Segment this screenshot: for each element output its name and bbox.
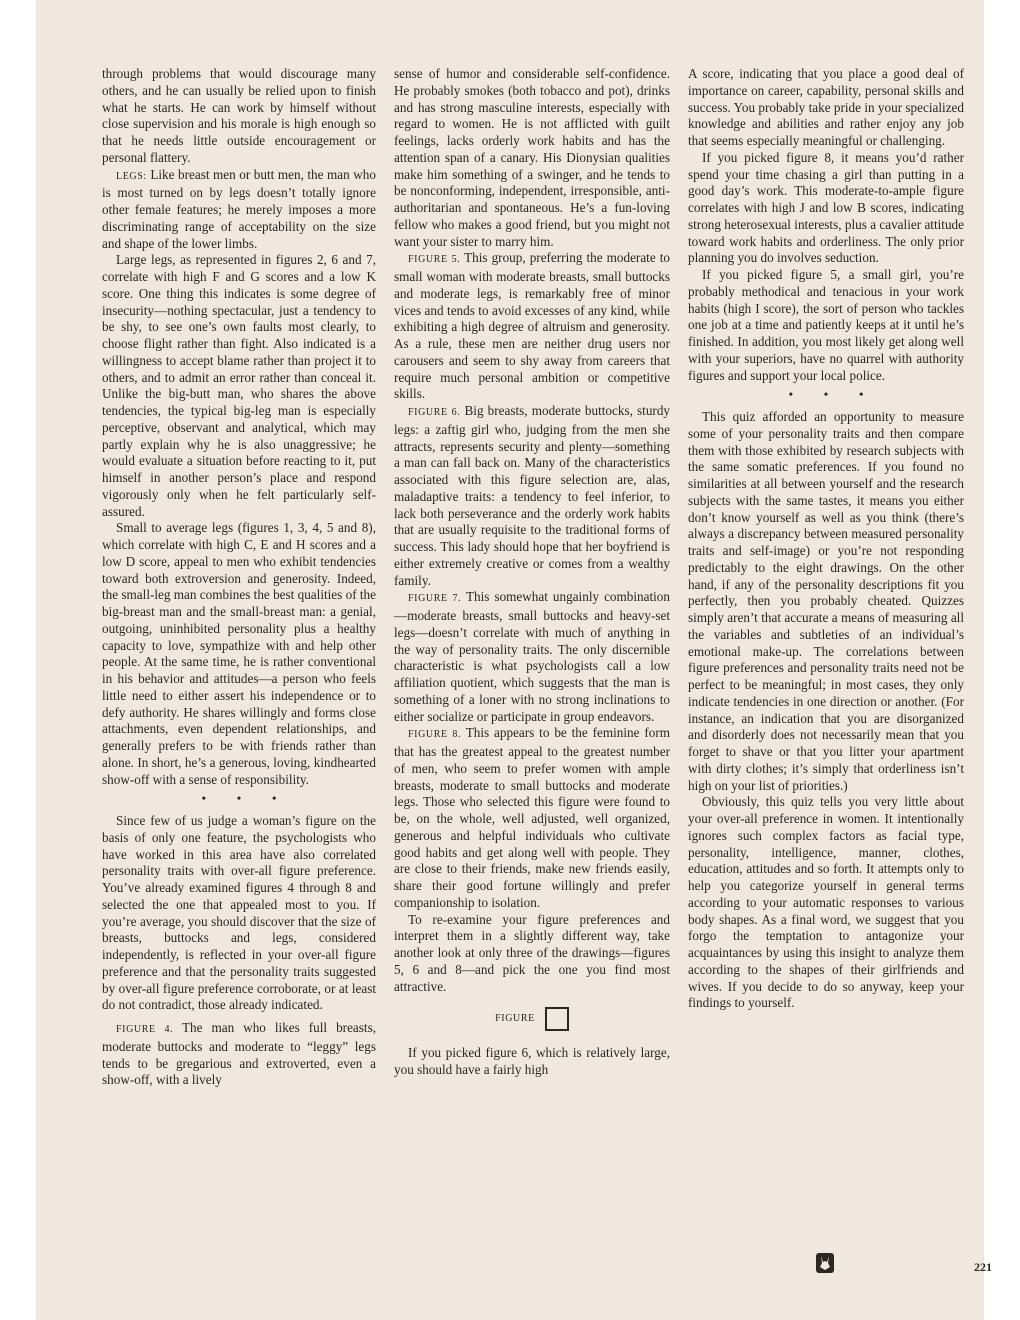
paragraph-text: If you picked figure 8, it means you’d rather spend your time chasing a girl than putting in a good day’s work. This moderate-to-ample figure correlates with high J and low B scores, indicating strong heterosexual interests, plus a cavalier attitude toward work habits and orderliness. The only prior planning you do involves seduction. [688, 149, 964, 266]
article-paragraph [102, 1020, 376, 1089]
article-paragraph [688, 267, 964, 384]
section-divider: • • • [788, 387, 878, 402]
paragraph-lead-in: FIGURE 4. [116, 1024, 174, 1035]
paragraph-lead-in: FIGURE 8. [408, 729, 462, 741]
paragraph-lead-in: FIGURE 5. [408, 254, 461, 266]
article-paragraph [394, 403, 670, 589]
article-paragraph [688, 150, 964, 267]
paragraph-text: The man who likes full breasts, moderate buttocks and moderate to “leggy” legs tends to be gregarious and extroverted, even a show-off, with a lively [102, 1020, 376, 1088]
paragraph-text: Like breast men or butt men, the man who is most turned on by legs doesn’t totally ignore other female features; he merely imposes a more discriminating range of acceptability on the size and shape of the lower limbs. [102, 166, 376, 251]
column-2 [394, 66, 670, 1079]
article-paragraph [394, 250, 670, 403]
paragraph-text: This somewhat ungainly combination—moderate breasts, small buttocks and heavy-set legs—doesn’t correlate with much of anything in the way of personality traits. The only discernible characteristic is what psychologists call a low affiliation quotient, which suggests that the man is something of a loner with no strong inclinations to either socialize or participate in group endeavors. [394, 589, 670, 724]
rabbit-head-logo-icon [816, 1253, 834, 1273]
article-paragraph [102, 813, 376, 1014]
paragraph-text: This group, preferring the moderate to small woman with moderate breasts, small buttocks and moderate legs, is remarkably free of minor vices and tends to avoid excesses of any kind, while exhibiting a high degree of altruism and generosity. As a rule, these men are neither drug users nor carousers and seem to shy away from careers that require much personal ambition or competitive skills. [394, 250, 671, 402]
paragraph-lead-in: FIGURE 6. [408, 407, 461, 418]
article-paragraph [688, 66, 964, 150]
paragraph-text: Large legs, as represented in figures 2, 6 and 7, correlate with high F and G scores and a low K score. One thing this indicates is some degree of insecurity—nothing spectacular, just a tendency to be shy, to see one’s own faults most clearly, to choose flight rather than fight. Also indicated is a willingness to accept blame rather than project it to others, and to admit an error rather than conceal it. Unlike the big-butt man, who shares the above tendencies, the typical big-leg man is especially perceptive, observant and analytical, which may partly explain why he is also unaggressive; he would evaluate a situation before reacting to it, put himself in another person’s place and respond vigorously only when he felt particularly self-assured. [102, 252, 376, 519]
article-paragraph [394, 66, 670, 250]
article-paragraph [688, 794, 964, 1012]
figure-label: FIGURE [495, 1012, 535, 1024]
article-paragraph [394, 589, 670, 725]
article-paragraph [102, 520, 376, 788]
paragraph-lead-in: LEGS: [116, 170, 147, 182]
article-paragraph [394, 912, 670, 996]
article-paragraph [688, 409, 964, 794]
paragraph-text: Big breasts, moderate buttocks, sturdy legs: a zaftig girl who, judging from the men she attracts, represents security and plenty—something a man can fall back on. Many of the characteristics associated with this figure selection are, alas, maladaptive traits: a tendency to feel inferior, to lack both perseverance and the orderly work habits that are usually requisite to the traditional forms of success. This lady should hope that her boyfriend is either extremely creative or comes from a wealthy family. [394, 403, 671, 588]
empty-answer-box [545, 1007, 569, 1031]
paragraph-lead-in: FIGURE 7. [408, 593, 462, 605]
article-paragraph [102, 66, 376, 167]
paragraph-text: Obviously, this quiz tells you very little about your over-all preference in women. It intentionally ignores such complex factors as facial type, personality, intelligence, manner, clothes, education, attitudes and so forth. It attempts only to help you categorize yourself in general terms according to your automatic responses to various body shapes. As a final word, we suggest that you forgo the temptation to antagonize your acquaintances by using this insight to analyze them according to the shapes of their girlfriends and wives. If you decide to do so anyway, keep your findings to yourself. [688, 794, 964, 1011]
article-paragraph [394, 725, 670, 911]
column-1 [102, 66, 376, 1089]
page-number: 221 [974, 1260, 992, 1274]
paragraph-text: This appears to be the feminine form that has the greatest appeal to the greatest number of men, who seem to prefer women with ample breasts, moderate to small buttocks and moderate legs. Those who selected this figure were found to be, on the whole, well adjusted, well organized, generous and helpful individuals who cultivate good habits and get along well with people. They are close to their friends, make new friends easily, share their good fortune willingly and prefer companionship to isolation. [394, 725, 670, 910]
paragraph-text: through problems that would discourage many others, and he can usually be relied upon to finish what he starts. He can work by himself without close supervision and his morale is high enough so that he needs little outside encouragement or personal flattery. [102, 66, 376, 165]
article-paragraph [394, 1045, 670, 1079]
article-paragraph [102, 252, 376, 520]
section-divider: • • • [201, 791, 291, 806]
magazine-page [36, 0, 992, 1320]
paragraph-text: Since few of us judge a woman’s figure on the basis of only one feature, the psychologists who have worked in this area have also correlated personality traits with over-all figure preference. You’ve already examined figures 4 through 8 and selected the one that appealed most to you. If you’re average, you should discover that the size of breasts, buttocks and legs, considered independently, is reflected in your over-all figure preference and that the personality traits suggested by over-all figure preference corroborate, or at least do not contradict, those already indicated. [102, 813, 376, 1013]
paragraph-text: If you picked figure 6, which is relatively large, you should have a fairly high [394, 1045, 670, 1077]
paragraph-text: This quiz afforded an opportunity to measure some of your personality traits and then compare them with those exhibited by research subjects with the same somatic preferences. If you found no similarities at all between yourself and the research subjects with the same tastes, it means you either don’t know yourself as well as you think (there’s always a discrepancy between measured personality traits and self-image) or you’re not responding predictably to the eight drawings. On the other hand, if any of the personality descriptions fit you perfectly, then you probably cheated. Quizzes simply aren’t that accurate a means of measuring all the variables and subtleties of an individual’s emotional make-up. The correlations between figure preferences and personality traits need not be perfect to be meaningful; in most cases, they only indicate tendencies in one direction or another. (For instance, an indication that you are disorganized and disorderly does not necessarily mean that you forget to shave or that you litter your apartment with dirty clothes; it’s simply that orderliness isn’t high on your list of priorities.) [688, 409, 964, 793]
paragraph-text: Small to average legs (figures 1, 3, 4, 5 and 8), which correlate with high C, E and H scores and a low D score, appeal to men who exhibit tendencies toward both extroversion and generosity. Indeed, the small-leg man combines the best qualities of the big-breast man and the small-breast man: a genial, outgoing, uninhibited personality plus a healthy capacity to love, sympathize with and help other people. At the same time, he is rather conventional in his behavior and attitudes—a person who feels little need to either assert his independence or to defy authority. He shares willingly and forms close attachments, even dependent relationships, and generally prefers to be with friends rather than alone. In short, he’s a generous, loving, kindhearted show-off with a sense of responsibility. [102, 520, 376, 787]
paragraph-text: To re-examine your figure preferences and interpret them in a slightly different way, take another look at only three of the drawings—figures 5, 6 and 8—and pick the one you find most attractive. [394, 911, 670, 994]
figure-answer-box [394, 1007, 670, 1031]
column-3 [688, 66, 964, 1012]
paragraph-text: If you picked figure 5, a small girl, you’re probably methodical and tenacious in your work habits (high I score), the sort of person who tackles one job at a time and patiently keeps at it until he’s finished. In addition, you most likely get along well with your superiors, have no quarrel with authority figures and support your local police. [688, 267, 964, 383]
paragraph-text: A score, indicating that you place a good deal of importance on career, capability, personal skills and success. You probably take pride in your specialized knowledge and abilities and rather enjoy any job that seems especially meaningful or challenging. [688, 66, 964, 148]
paragraph-text: sense of humor and considerable self-confidence. He probably smokes (both tobacco and pot), drinks and has strong masculine interests, especially with regard to women. He is not afflicted with guilt feelings, lacks orderly work habits and has the attention span of a canary. His Dionysian qualities make him something of a swinger, and he tends to be nonconforming, independent, irresponsible, anti-authoritarian and spontaneous. He’s a fun-loving fellow who makes a good friend, but you might not want your sister to marry him. [394, 66, 670, 249]
article-paragraph [102, 167, 376, 253]
